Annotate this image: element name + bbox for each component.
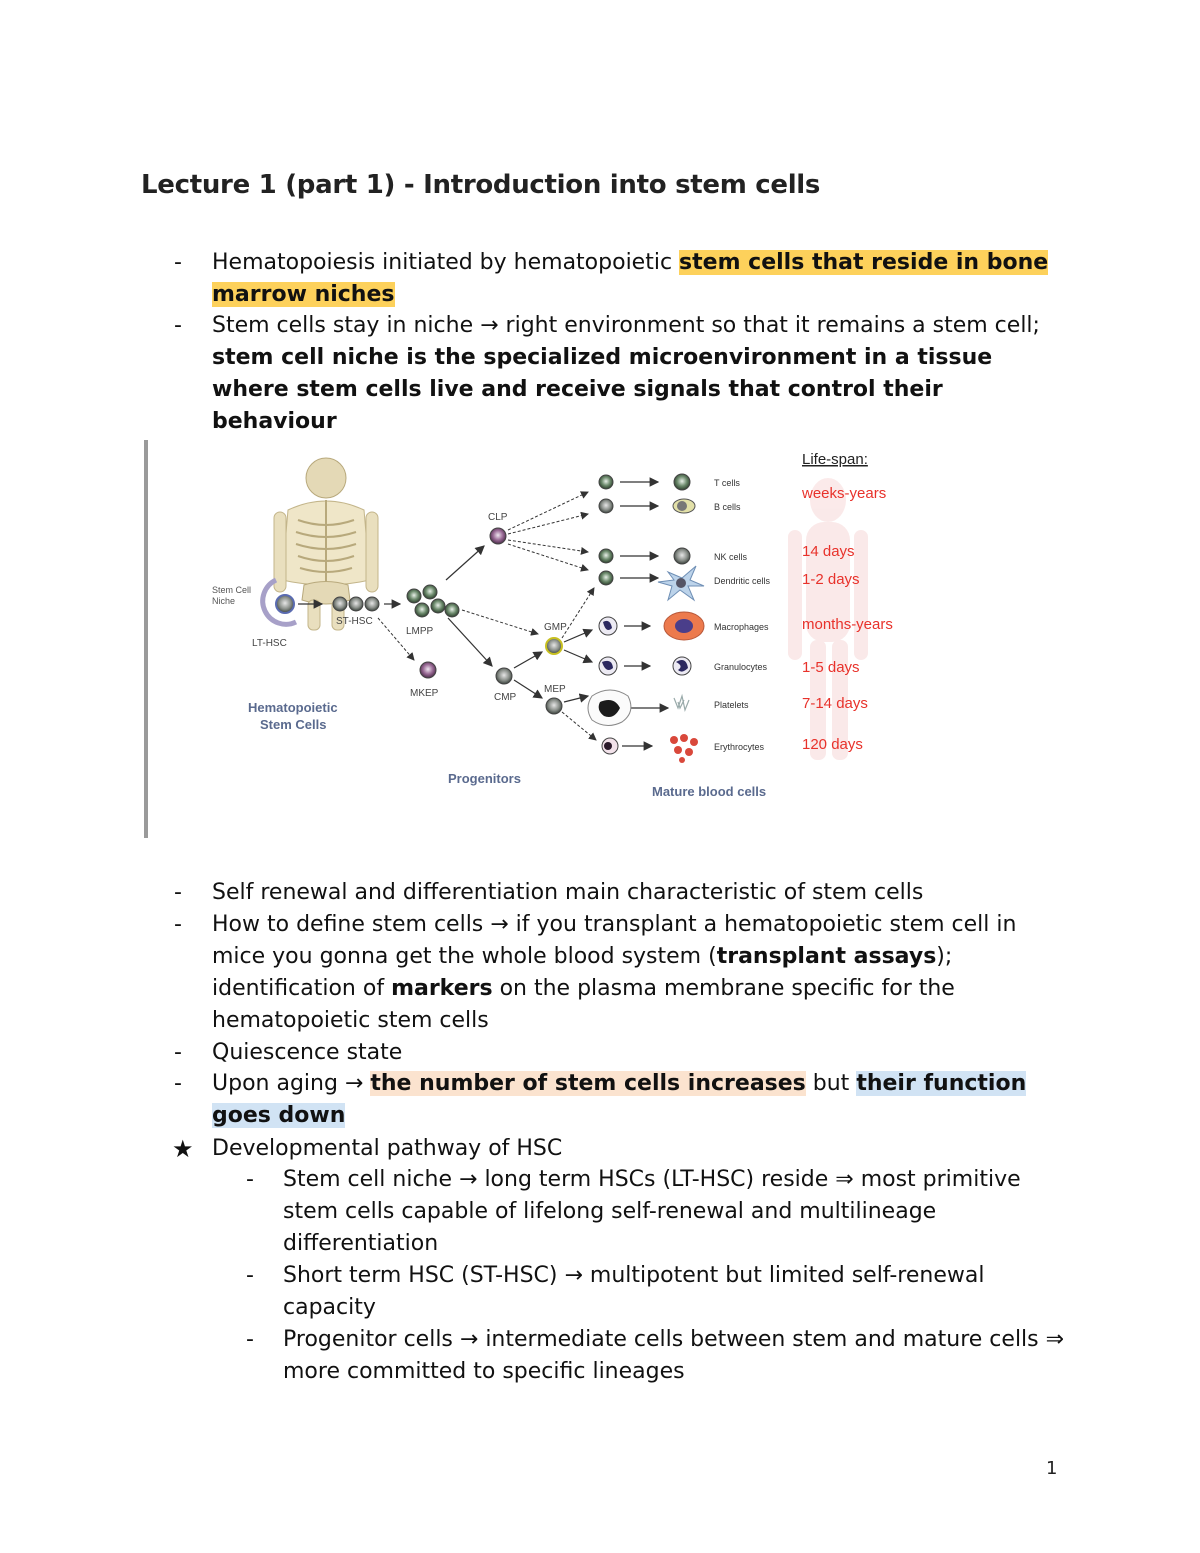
mep-label: MEP — [544, 684, 566, 695]
erythrocytes-shape — [670, 734, 698, 763]
lt-hsc-label: LT-HSC — [252, 638, 287, 649]
bold-transplant-assays: transplant assays — [716, 944, 937, 969]
bullet-define-stem-cells — [212, 909, 1062, 1037]
clp-label: CLP — [488, 512, 508, 523]
cell-label: NK cells — [714, 552, 748, 562]
highlight-number-increases: the number of stem cells increases — [370, 1071, 806, 1096]
bullet-dash: - — [174, 1071, 182, 1096]
gmp-label: GMP — [544, 622, 567, 633]
page-title: Lecture 1 (part 1) - Introduction into stem cells — [141, 170, 821, 200]
bullet-aging — [212, 1068, 1062, 1132]
lifespan-value: 7-14 days — [802, 695, 868, 712]
niche-label-1: Stem Cell — [212, 585, 252, 595]
lt-hsc-cell — [276, 595, 294, 613]
cell-label: Granulocytes — [714, 662, 768, 672]
cell-label: Platelets — [714, 700, 749, 710]
group-hsc-label-2: Stem Cells — [260, 717, 327, 732]
bullet-text: Stem cells stay in niche → right environment so that it remains a stem cell; — [212, 313, 1040, 338]
sub-item-lt-hsc: Stem cell niche → long term HSCs (LT-HSC) reside ⇒ most primitive stem cells capable of lifelong self-renewal and multilineage differentiation — [283, 1167, 1021, 1256]
bold-markers: markers — [391, 976, 493, 1001]
bullet-dash: - — [174, 313, 182, 338]
bold-niche-definition: stem cell niche is the specialized microenvironment in a tissue where stem cells live and receive signals that control their behaviour — [212, 345, 993, 434]
bullet-dash: - — [174, 250, 182, 275]
sub-item-progenitor: Progenitor cells → intermediate cells between stem and mature cells ⇒ more committed to specific lineages — [283, 1327, 1065, 1384]
lifespan-value: 1-2 days — [802, 571, 860, 588]
bullet-quiescence: Quiescence state — [212, 1040, 403, 1065]
cell-label: Erythrocytes — [714, 742, 765, 752]
bullet-text: How to define stem cells → if you transplant a hematopoietic stem cell in mice you gonna get the whole blood system ( — [212, 912, 1017, 969]
highlight-function-down: their function goes down — [212, 1071, 1027, 1128]
niche-label-2: Niche — [212, 596, 236, 606]
lifespan-value: 14 days — [802, 543, 855, 560]
bullet-text: but — [805, 1071, 857, 1096]
sub-bullet-dash: - — [246, 1263, 254, 1288]
bullet-text: Upon aging → — [212, 1071, 371, 1096]
mkep-label: MKEP — [410, 688, 439, 699]
cell-label: B cells — [714, 502, 741, 512]
dendritic-cell-shape — [658, 566, 704, 600]
bullet-niche — [212, 310, 1062, 438]
sub-item-st-hsc: Short term HSC (ST-HSC) → multipotent but limited self-renewal capacity — [283, 1263, 985, 1320]
cell-label: Dendritic cells — [714, 576, 771, 586]
group-mature-label: Mature blood cells — [652, 784, 767, 799]
group-hsc-label-1: Hematopoietic — [248, 700, 338, 715]
sub-bullet-dash: - — [246, 1327, 254, 1352]
bullet-text: on the plasma membrane specific for the hematopoietic stem cells — [212, 976, 955, 1033]
bullet-dash: - — [174, 912, 182, 937]
cell-label: T cells — [714, 478, 740, 488]
bullet-dash: - — [174, 1040, 182, 1065]
platelets-shape — [674, 696, 689, 710]
lmpp-label: LMPP — [406, 626, 434, 637]
lifespan-value: months-years — [802, 616, 893, 633]
sub-bullet-dash: - — [246, 1167, 254, 1192]
star-icon: ★ — [172, 1135, 194, 1163]
star-item-developmental-pathway: Developmental pathway of HSC — [212, 1136, 563, 1161]
lifespan-title: Life-span: — [802, 451, 868, 468]
lifespan-value: 1-5 days — [802, 659, 860, 676]
group-progenitors-label: Progenitors — [448, 771, 521, 786]
lifespan-value: 120 days — [802, 736, 863, 753]
bullet-text: Hematopoiesis initiated by hematopoietic — [212, 250, 680, 275]
hematopoiesis-figure — [144, 440, 936, 838]
bullet-hematopoiesis — [212, 247, 1062, 311]
bullet-dash: - — [174, 880, 182, 905]
page-number: 1 — [1046, 1458, 1058, 1479]
cell-label: Macrophages — [714, 622, 769, 632]
bullet-text: ); identification of — [212, 944, 953, 1001]
hematopoiesis-diagram — [148, 440, 936, 838]
cmp-label: CMP — [494, 692, 517, 703]
highlight-niche: stem cells that reside in bone marrow niches — [212, 250, 1049, 307]
st-hsc-label: ST-HSC — [336, 616, 373, 627]
lifespan-value: weeks-years — [802, 485, 887, 502]
bullet-self-renewal: Self renewal and differentiation main characteristic of stem cells — [212, 880, 924, 905]
